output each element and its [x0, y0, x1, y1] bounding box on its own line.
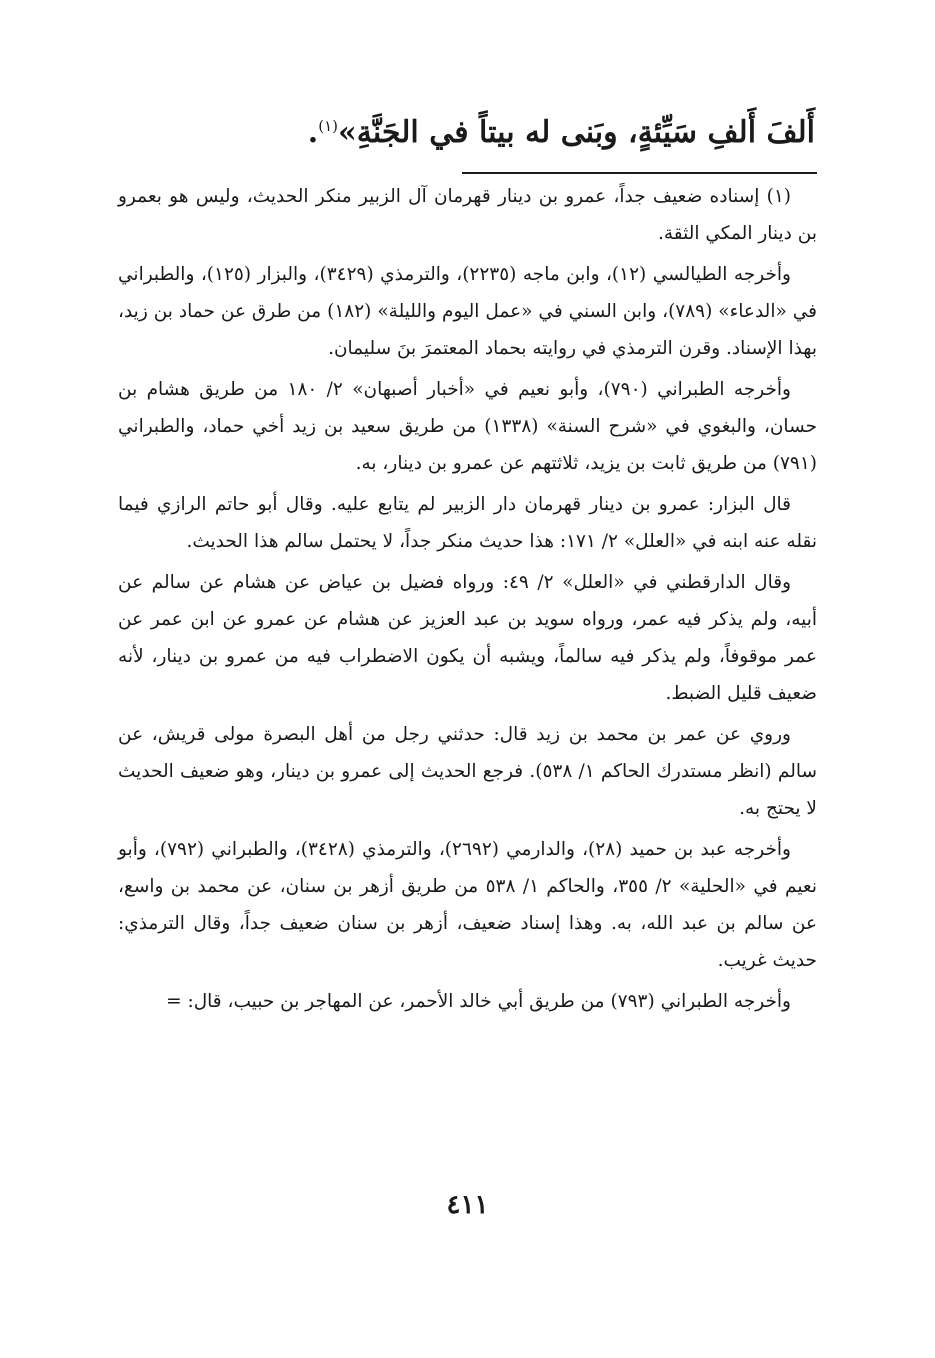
footnote-paragraph: وروي عن عمر بن محمد بن زيد قال: حدثني رجل من أهل البصرة مولى قريش، عن سالم (انظر مستدرك الحاكم ١/ ٥٣٨). فرجع الحديث إلى عمرو بن دينار، وهو ضعيف الحديث لا يحتج به. — [118, 724, 817, 819]
main-text-line — [110, 100, 815, 159]
footnote-paragraph: وأخرجه عبد بن حميد (٢٨)، والدارمي (٢٦٩٢)، والترمذي (٣٤٢٨)، والطبراني (٧٩٢)، وأبو نعيم في «الحلية» ٢/ ٣٥٥، والحاكم ١/ ٥٣٨ من طريق أزهر بن سنان، عن محمد بن واسع، عن سالم بن عبد الله، به. وهذا إسناد ضعيف، أزهر بن سنان ضعيف جداً، وقال الترمذي: حديث غريب. — [118, 839, 817, 971]
footnote-paragraph: قال البزار: عمرو بن دينار قهرمان دار الزبير لم يتابع عليه. وقال أبو حاتم الرازي فيما نقله عنه ابنه في «العلل» ٢/ ١٧١: هذا حديث منكر جداً، لا يحتمل سالم هذا الحديث. — [118, 494, 817, 552]
footnotes-section — [118, 178, 817, 1024]
main-text-end: . — [307, 115, 319, 150]
footnote-paragraph: وأخرجه الطبراني (٧٩٣) من طريق أبي خالد الأحمر، عن المهاجر بن حبيب، قال: = — [166, 991, 791, 1012]
footnote-paragraph: (١) إسناده ضعيف جداً، عمرو بن دينار قهرمان آل الزبير منكر الحديث، وليس هو بعمرو بن دينار المكي الثقة. — [118, 186, 817, 244]
footnote-ref-marker: (١) — [318, 117, 339, 135]
footnote-paragraph: وقال الدارقطني في «العلل» ٢/ ٤٩: ورواه فضيل بن عياض عن هشام عن سالم عن أبيه، ولم يذكر فيه عمر، ورواه سويد بن عبد العزيز عن هشام عن عمرو عن ابن عمر عن عمر موقوفاً، ولم يذكر فيه سالماً، ويشبه أن يكون الاضطراب فيه من عمرو بن دينار، لأنه ضعيف قليل الضبط. — [118, 572, 817, 704]
page-number: ٤١١ — [446, 1190, 489, 1220]
footnote-paragraph: وأخرجه الطيالسي (١٢)، وابن ماجه (٢٢٣٥)، والترمذي (٣٤٢٩)، والبزار (١٢٥)، والطبراني في «الدعاء» (٧٨٩)، وابن السني في «عمل اليوم والليلة» (١٨٢) من طرق عن حماد بن زيد، بهذا الإسناد. وقرن الترمذي في روايته بحماد المعتمرَ بنَ سليمان. — [118, 264, 817, 359]
footnote-separator — [462, 172, 817, 174]
footnote-paragraph: وأخرجه الطبراني (٧٩٠)، وأبو نعيم في «أخبار أصبهان» ٢/ ١٨٠ من طريق هشام بن حسان، والبغوي في «شرح السنة» (١٣٣٨) من طريق سعيد بن زيد أخي حماد، والطبراني (٧٩١) من طريق ثابت بن يزيد، ثلاثتهم عن عمرو بن دينار، به. — [118, 379, 818, 474]
main-text-body: أَلفَ أَلفِ سَيِّئةٍ، وبَنى له بيتاً في الجَنَّةِ» — [338, 115, 815, 150]
